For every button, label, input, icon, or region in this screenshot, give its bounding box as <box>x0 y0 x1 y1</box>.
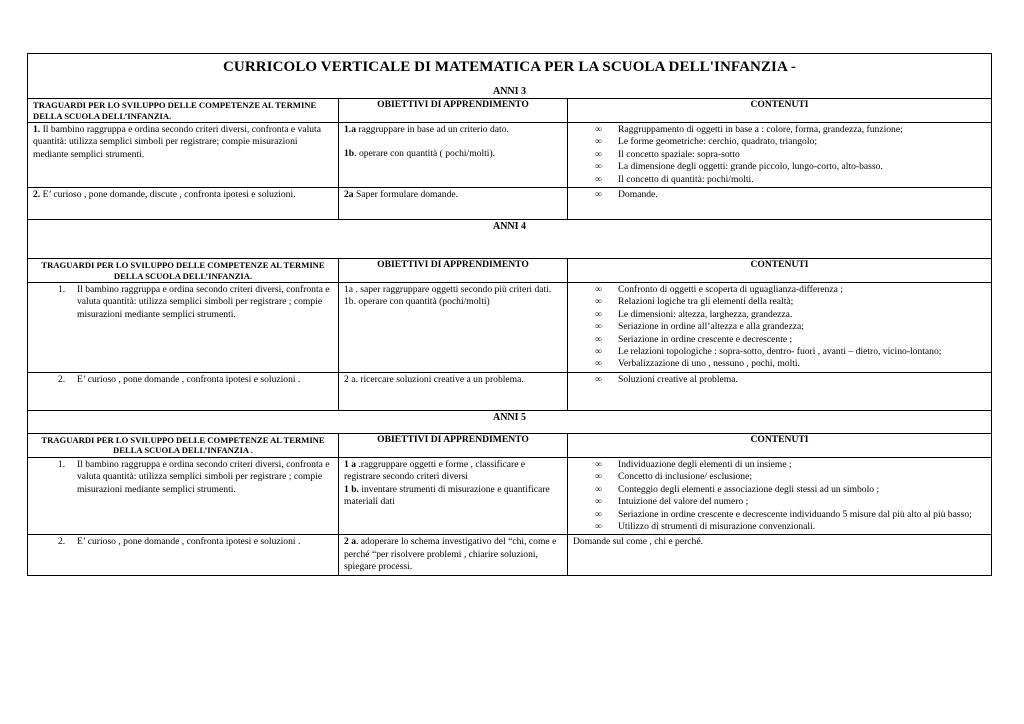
obiettivi-cell <box>339 188 568 220</box>
anni4-label: ANNI 4 <box>28 220 992 259</box>
infinity-bullet-icon: ∞ <box>595 189 602 201</box>
traguardo-cell <box>28 457 339 534</box>
anni4-row-1 <box>28 283 992 373</box>
objective-text: .raggruppare oggetti e forme , classificare e registrare secondo criteri diversi <box>344 458 526 483</box>
anni5-row-1 <box>28 457 992 534</box>
list-item: ∞ Individuazione degli elementi di un insieme ; <box>595 458 792 470</box>
traguardo-text: E’ curioso , pone domande, discute , confronta ipotesi e soluzioni. <box>40 189 296 201</box>
objective-code: 1b <box>344 148 355 160</box>
traguardo-cell <box>28 535 339 575</box>
infinity-bullet-icon: ∞ <box>595 496 602 508</box>
list-item <box>33 536 333 548</box>
traguardo-text: E’ curioso , pone domande , confronta ipotesi e soluzioni . <box>77 373 301 385</box>
traguardo-text: Il bambino raggruppa e ordina secondo criteri diversi, confronta e valuta quantità: utilizza semplici simboli per registrare; compie misurazioni mediante semplici strumenti. <box>33 124 321 160</box>
infinity-bullet-icon: ∞ <box>595 471 602 483</box>
list-item: ∞ Confronto di oggetti e scoperta di uguaglianza-differenza ; <box>595 284 843 296</box>
item-number: 1. <box>58 284 66 296</box>
objective-text: . adoperare lo schema investigativo del “chi, come e perché “per risolvere problemi , chiarire soluzioni, spiegare processi. <box>344 536 557 573</box>
infinity-bullet-icon: ∞ <box>595 483 602 495</box>
list-item: ∞ Seriazione in ordine all’altezza e alla grandezza; <box>595 321 804 333</box>
objective-code: 1.a <box>344 124 356 135</box>
list-item: ∞ Conteggio degli elementi e associazione degli stessi ad un simbolo ; <box>595 483 880 495</box>
obiettivi-cell: 2 a. ricercare soluzioni creative a un problema. <box>339 372 568 410</box>
header-contenuti: CONTENUTI <box>568 99 992 123</box>
list-item: ∞ Le forme geometriche: cerchio, quadrato, triangolo; <box>595 136 817 148</box>
traguardo-cell <box>28 372 339 410</box>
item-number: 2. <box>33 189 41 201</box>
header-contenuti: CONTENUTI <box>568 433 992 457</box>
list-item: ∞ Raggruppamento di oggetti in base a : colore, forma, grandezza, funzione; <box>595 124 903 135</box>
infinity-bullet-icon: ∞ <box>595 358 602 370</box>
header-obiettivi: OBIETTIVI DI APPRENDIMENTO <box>339 259 568 283</box>
obiettivi-cell <box>339 535 568 575</box>
traguardo-text: Il bambino raggruppa e ordina secondo criteri diversi, confronta e valuta quantità: utilizza semplici simboli per registrare ; compie misurazioni mediante semplici strumenti. <box>77 458 330 495</box>
traguardo-cell <box>28 188 339 220</box>
infinity-bullet-icon: ∞ <box>595 308 602 320</box>
infinity-bullet-icon: ∞ <box>595 136 602 148</box>
objective-code: 1 b. <box>344 483 359 495</box>
contenuti-cell <box>568 283 992 373</box>
objective-text: raggruppare in base ad un criterio dato. <box>356 124 509 135</box>
item-number: 2. <box>58 373 66 385</box>
header-traguardi: TRAGUARDI PER LO SVILUPPO DELLE COMPETENZE AL TERMINE DELLA SCUOLA DELL’INFANZIA. <box>28 99 339 123</box>
infinity-bullet-icon: ∞ <box>595 508 602 520</box>
obiettivi-cell <box>339 123 568 188</box>
list-item <box>33 459 333 496</box>
list-item: ∞ Il concetto spaziale: sopra-sotto <box>595 148 740 160</box>
anni5-row <box>28 410 992 433</box>
infinity-bullet-icon: ∞ <box>595 458 602 470</box>
objective-text: . operare con quantità ( pochi/molti). <box>354 148 496 160</box>
header-traguardi: TRAGUARDI PER LO SVILUPPO DELLE COMPETENZE AL TERMINE DELLA SCUOLA DELL’INFANZIA. <box>28 259 339 283</box>
objective-code: 2a <box>344 189 354 201</box>
anni3-header-row <box>28 99 992 123</box>
objective-code: 1 a <box>344 458 356 470</box>
contenuti-cell <box>568 372 992 410</box>
list-item: ∞ Utilizzo di strumenti di misurazione convenzionali. <box>595 520 816 532</box>
contenuti-cell: Domande sul come , chi e perché. <box>568 535 992 575</box>
list-item: ∞ Concetto di inclusione/ esclusione; <box>595 471 753 483</box>
infinity-bullet-icon: ∞ <box>595 296 602 308</box>
traguardo-cell <box>28 123 339 188</box>
anni3-label: ANNI 3 <box>492 86 527 97</box>
list-item: ∞ Seriazione in ordine crescente e decrescente ; <box>595 333 793 345</box>
anni5-header-row <box>28 433 992 457</box>
objective-text: Saper formulare domande. <box>353 189 459 201</box>
item-number: 1. <box>58 458 66 470</box>
header-traguardi: TRAGUARDI PER LO SVILUPPO DELLE COMPETENZE AL TERMINE DELLA SCUOLA DELL’INFANZIA . <box>28 433 339 457</box>
list-item: ∞ Le dimensioni: altezza, larghezza, grandezza. <box>595 308 793 320</box>
infinity-bullet-icon: ∞ <box>595 124 602 135</box>
list-item: ∞ Le relazioni topologiche : sopra-sotto, dentro- fuori , avanti – dietro, vicino-lontano; <box>595 346 942 358</box>
anni5-row-2 <box>28 535 992 575</box>
infinity-bullet-icon: ∞ <box>595 333 602 345</box>
anni4-header-row <box>28 259 992 283</box>
traguardo-text: Il bambino raggruppa e ordina secondo criteri diversi, confronta e valuta quantità: utilizza semplici simboli per registrare ; compie misurazioni mediante semplici strumenti. <box>77 284 330 320</box>
contenuti-cell <box>568 123 992 188</box>
list-item: ∞ Intuizione del valore del numero ; <box>595 496 749 508</box>
infinity-bullet-icon: ∞ <box>595 520 602 532</box>
anni4-row-2 <box>28 372 992 410</box>
objective-text: inventare strumenti di misurazione e quantificare materiali dati <box>344 483 550 508</box>
infinity-bullet-icon: ∞ <box>595 161 602 173</box>
list-item: ∞ Soluzioni creative al problema. <box>595 373 738 385</box>
curriculum-table <box>27 53 992 576</box>
anni3-row-2 <box>28 188 992 220</box>
infinity-bullet-icon: ∞ <box>595 373 602 385</box>
objective-text: 1b. operare con quantità (pochi/molti) <box>344 296 490 308</box>
obiettivi-cell <box>339 283 568 373</box>
title-cell <box>28 54 992 99</box>
anni4-row <box>28 220 992 259</box>
header-obiettivi: OBIETTIVI DI APPRENDIMENTO <box>339 433 568 457</box>
infinity-bullet-icon: ∞ <box>595 346 602 358</box>
list-item <box>33 374 333 386</box>
list-item: ∞ Domande. <box>595 189 658 201</box>
contenuti-cell <box>568 188 992 220</box>
list-item: ∞ Seriazione in ordine crescente e decrescente individuando 5 misure dal più alto al più basso; <box>595 508 972 520</box>
objective-code: 2 a <box>344 536 356 548</box>
curriculum-page <box>27 53 991 576</box>
list-item: ∞ Relazioni logiche tra gli elementi della realtà; <box>595 296 794 308</box>
infinity-bullet-icon: ∞ <box>595 321 602 333</box>
objective-text: 1a . saper raggruppare oggetti secondo più criteri dati. <box>344 284 552 296</box>
anni5-label: ANNI 5 <box>28 410 992 433</box>
obiettivi-cell <box>339 457 568 534</box>
anni3-row-1 <box>28 123 992 188</box>
list-item: ∞ La dimensione degli oggetti: grande piccolo, lungo-corto, alto-basso. <box>595 161 883 173</box>
item-number: 1. <box>33 124 41 135</box>
infinity-bullet-icon: ∞ <box>595 284 602 296</box>
infinity-bullet-icon: ∞ <box>595 148 602 160</box>
header-obiettivi: OBIETTIVI DI APPRENDIMENTO <box>339 99 568 123</box>
list-item <box>33 284 333 321</box>
traguardo-text: E’ curioso , pone domande , confronta ipotesi e soluzioni . <box>77 536 301 548</box>
document-title: CURRICOLO VERTICALE DI MATEMATICA PER LA SCUOLA DELL'INFANZIA - <box>222 59 797 75</box>
contenuti-cell <box>568 457 992 534</box>
infinity-bullet-icon: ∞ <box>595 173 602 185</box>
header-contenuti: CONTENUTI <box>568 259 992 283</box>
item-number: 2. <box>58 536 66 548</box>
list-item: ∞ Verbalizzazione di uno , nessuno , pochi, molti. <box>595 358 800 370</box>
list-item: ∞ Il concetto di quantità: pochi/molti. <box>595 173 754 185</box>
traguardo-cell <box>28 283 339 373</box>
